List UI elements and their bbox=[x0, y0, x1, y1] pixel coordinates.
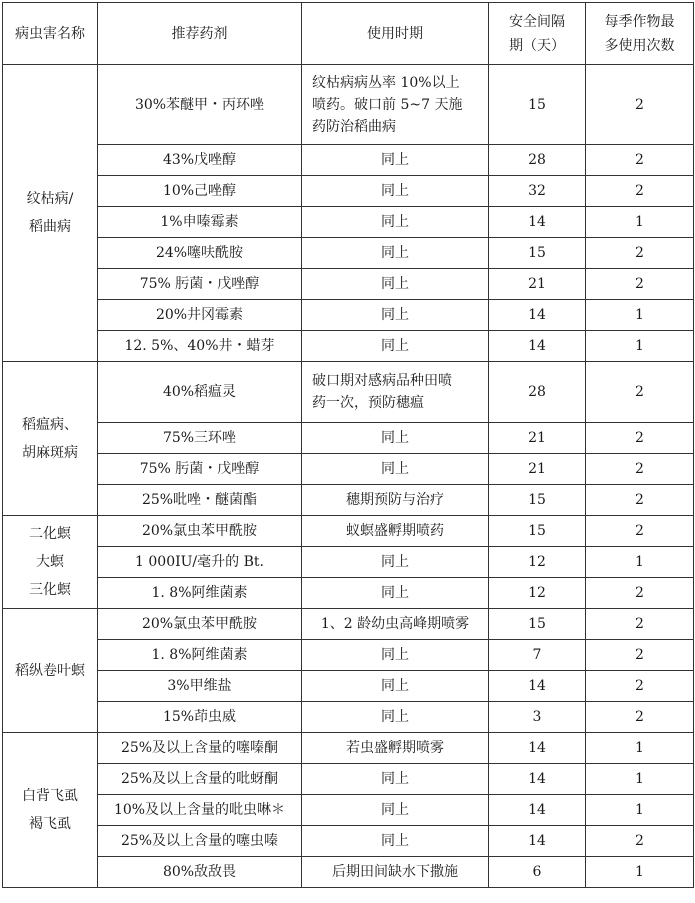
table-row bbox=[3, 795, 694, 826]
times-cell: 1 bbox=[586, 795, 694, 826]
header-interval: 安全间隔 期（天） bbox=[489, 3, 586, 65]
agent-cell: 1%申嗪霉素 bbox=[98, 207, 302, 238]
pest-category: 纹枯病/ 稻曲病 bbox=[3, 65, 98, 362]
interval-cell: 15 bbox=[489, 485, 586, 516]
interval-cell: 14 bbox=[489, 826, 586, 857]
interval-cell: 14 bbox=[489, 764, 586, 795]
table-row bbox=[3, 65, 694, 145]
times-cell: 2 bbox=[586, 516, 694, 547]
agent-cell: 1. 8%阿维菌素 bbox=[98, 640, 302, 671]
interval-cell: 14 bbox=[489, 300, 586, 331]
agent-cell: 3%甲维盐 bbox=[98, 671, 302, 702]
table-row bbox=[3, 454, 694, 485]
period-cell: 同上 bbox=[302, 702, 489, 733]
times-cell: 2 bbox=[586, 362, 694, 423]
interval-cell: 14 bbox=[489, 207, 586, 238]
times-cell: 2 bbox=[586, 65, 694, 145]
period-cell: 破口期对感病品种田喷 药一次，预防穗瘟 bbox=[302, 362, 489, 423]
pest-category: 稻瘟病、 胡麻斑病 bbox=[3, 362, 98, 516]
interval-cell: 28 bbox=[489, 362, 586, 423]
interval-cell: 15 bbox=[489, 65, 586, 145]
table-row bbox=[3, 300, 694, 331]
agent-cell: 12. 5%、40%井・蜡芽 bbox=[98, 331, 302, 362]
times-cell: 2 bbox=[586, 454, 694, 485]
interval-cell: 14 bbox=[489, 733, 586, 764]
times-cell: 2 bbox=[586, 640, 694, 671]
times-cell: 2 bbox=[586, 238, 694, 269]
agent-cell: 10%己唑醇 bbox=[98, 176, 302, 207]
table-row bbox=[3, 578, 694, 609]
table-row bbox=[3, 733, 694, 764]
times-cell: 1 bbox=[586, 331, 694, 362]
period-cell: 蚁螟盛孵期喷药 bbox=[302, 516, 489, 547]
interval-cell: 21 bbox=[489, 423, 586, 454]
agent-cell: 30%苯醚甲・丙环唑 bbox=[98, 65, 302, 145]
period-cell: 同上 bbox=[302, 578, 489, 609]
agent-cell: 75%三环唑 bbox=[98, 423, 302, 454]
interval-cell: 28 bbox=[489, 145, 586, 176]
times-cell: 1 bbox=[586, 857, 694, 888]
interval-cell: 15 bbox=[489, 238, 586, 269]
interval-cell: 3 bbox=[489, 702, 586, 733]
period-cell: 同上 bbox=[302, 640, 489, 671]
table-row bbox=[3, 423, 694, 454]
period-cell: 同上 bbox=[302, 269, 489, 300]
interval-cell: 21 bbox=[489, 269, 586, 300]
agent-cell: 24%噻呋酰胺 bbox=[98, 238, 302, 269]
period-cell: 同上 bbox=[302, 795, 489, 826]
interval-cell: 6 bbox=[489, 857, 586, 888]
table-row bbox=[3, 269, 694, 300]
times-cell: 2 bbox=[586, 423, 694, 454]
agent-cell: 43%戊唑醇 bbox=[98, 145, 302, 176]
period-cell: 若虫盛孵期喷雾 bbox=[302, 733, 489, 764]
interval-cell: 14 bbox=[489, 795, 586, 826]
agent-cell: 25%及以上含量的吡蚜酮 bbox=[98, 764, 302, 795]
times-cell: 2 bbox=[586, 671, 694, 702]
times-cell: 1 bbox=[586, 300, 694, 331]
pest-category: 白背飞虱 褐飞虱 bbox=[3, 733, 98, 888]
table-row bbox=[3, 702, 694, 733]
table-row bbox=[3, 826, 694, 857]
period-cell: 同上 bbox=[302, 145, 489, 176]
header-row bbox=[3, 3, 694, 65]
times-cell: 1 bbox=[586, 547, 694, 578]
period-cell: 穗期预防与治疗 bbox=[302, 485, 489, 516]
agent-cell: 80%敌敌畏 bbox=[98, 857, 302, 888]
agent-cell: 1 000IU/毫升的 Bt. bbox=[98, 547, 302, 578]
agent-cell: 25%吡唑・醚菌酯 bbox=[98, 485, 302, 516]
times-cell: 1 bbox=[586, 733, 694, 764]
times-cell: 2 bbox=[586, 609, 694, 640]
agent-cell: 20%井冈霉素 bbox=[98, 300, 302, 331]
times-cell: 2 bbox=[586, 826, 694, 857]
pest-category: 稻纵卷叶螟 bbox=[3, 609, 98, 733]
interval-cell: 21 bbox=[489, 454, 586, 485]
times-cell: 2 bbox=[586, 176, 694, 207]
period-cell: 同上 bbox=[302, 238, 489, 269]
times-cell: 2 bbox=[586, 578, 694, 609]
pesticide-table bbox=[2, 2, 694, 888]
table-row bbox=[3, 764, 694, 795]
period-cell: 同上 bbox=[302, 331, 489, 362]
period-cell: 同上 bbox=[302, 764, 489, 795]
table-row bbox=[3, 238, 694, 269]
interval-cell: 14 bbox=[489, 671, 586, 702]
period-cell: 同上 bbox=[302, 454, 489, 485]
header-agent: 推荐药剂 bbox=[98, 3, 302, 65]
times-cell: 2 bbox=[586, 485, 694, 516]
times-cell: 1 bbox=[586, 764, 694, 795]
period-cell: 同上 bbox=[302, 671, 489, 702]
table-row bbox=[3, 516, 694, 547]
interval-cell: 32 bbox=[489, 176, 586, 207]
period-cell: 后期田间缺水下撒施 bbox=[302, 857, 489, 888]
table-row bbox=[3, 671, 694, 702]
interval-cell: 15 bbox=[489, 516, 586, 547]
times-cell: 2 bbox=[586, 145, 694, 176]
table-row bbox=[3, 207, 694, 238]
table-row bbox=[3, 857, 694, 888]
period-cell: 同上 bbox=[302, 207, 489, 238]
agent-cell: 25%及以上含量的噻嗪酮 bbox=[98, 733, 302, 764]
period-cell: 同上 bbox=[302, 547, 489, 578]
agent-cell: 20%氯虫苯甲酰胺 bbox=[98, 609, 302, 640]
interval-cell: 12 bbox=[489, 547, 586, 578]
header-pest-name: 病虫害名称 bbox=[3, 3, 98, 65]
times-cell: 2 bbox=[586, 702, 694, 733]
agent-cell: 75% 肟菌・戊唑醇 bbox=[98, 269, 302, 300]
table-row bbox=[3, 331, 694, 362]
period-cell: 同上 bbox=[302, 826, 489, 857]
interval-cell: 15 bbox=[489, 609, 586, 640]
interval-cell: 7 bbox=[489, 640, 586, 671]
table-row bbox=[3, 609, 694, 640]
agent-cell: 10%及以上含量的吡虫啉＊ bbox=[98, 795, 302, 826]
agent-cell: 15%茚虫威 bbox=[98, 702, 302, 733]
table-row bbox=[3, 145, 694, 176]
period-cell: 1、2 龄幼虫高峰期喷雾 bbox=[302, 609, 489, 640]
agent-cell: 75% 肟菌・戊唑醇 bbox=[98, 454, 302, 485]
agent-cell: 25%及以上含量的噻虫嗪 bbox=[98, 826, 302, 857]
agent-cell: 1. 8%阿维菌素 bbox=[98, 578, 302, 609]
header-times: 每季作物最 多使用次数 bbox=[586, 3, 694, 65]
interval-cell: 12 bbox=[489, 578, 586, 609]
agent-cell: 40%稻瘟灵 bbox=[98, 362, 302, 423]
table-row bbox=[3, 640, 694, 671]
period-cell: 纹枯病病丛率 10%以上 喷药。破口前 5~7 天施 药防治稻曲病 bbox=[302, 65, 489, 145]
period-cell: 同上 bbox=[302, 300, 489, 331]
period-cell: 同上 bbox=[302, 176, 489, 207]
table-row bbox=[3, 362, 694, 423]
pest-category: 二化螟 大螟 三化螟 bbox=[3, 516, 98, 609]
table-row bbox=[3, 176, 694, 207]
times-cell: 2 bbox=[586, 269, 694, 300]
interval-cell: 14 bbox=[489, 331, 586, 362]
table-row bbox=[3, 547, 694, 578]
times-cell: 1 bbox=[586, 207, 694, 238]
period-cell: 同上 bbox=[302, 423, 489, 454]
agent-cell: 20%氯虫苯甲酰胺 bbox=[98, 516, 302, 547]
table-row bbox=[3, 485, 694, 516]
header-period: 使用时期 bbox=[302, 3, 489, 65]
